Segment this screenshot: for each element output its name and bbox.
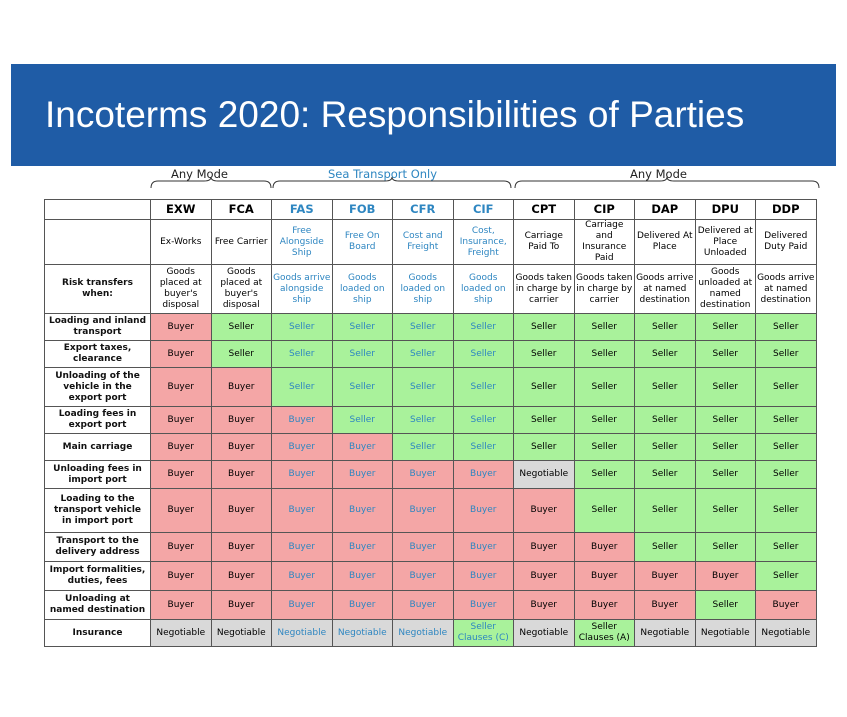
responsibility-cell: Buyer — [211, 461, 272, 489]
responsibility-cell: Buyer — [574, 562, 635, 591]
column-code: CIF — [453, 200, 514, 220]
responsibility-cell: Buyer — [211, 591, 272, 620]
responsibility-cell: Seller — [453, 314, 514, 341]
responsibility-cell: Negotiable — [635, 620, 696, 647]
title-banner — [11, 64, 836, 166]
responsibility-cell: Buyer — [151, 368, 212, 407]
slide-title: Incoterms 2020: Responsibilities of Parties — [45, 94, 745, 135]
risk-cell: Goods unloaded at named destination — [695, 265, 756, 314]
table-row — [45, 489, 817, 533]
responsibility-cell: Seller — [332, 314, 393, 341]
responsibility-cell: Buyer — [453, 461, 514, 489]
responsibility-cell: Seller — [393, 314, 454, 341]
responsibility-cell: Buyer — [514, 533, 575, 562]
responsibility-cell: Seller — [695, 341, 756, 368]
row-label: Main carriage — [45, 434, 151, 461]
responsibility-cell: Negotiable — [695, 620, 756, 647]
responsibility-cell: Seller — [635, 533, 696, 562]
responsibility-cell: Buyer — [151, 314, 212, 341]
responsibility-cell: Buyer — [211, 368, 272, 407]
responsibility-cell: Buyer — [453, 533, 514, 562]
column-name: Delivered at Place Unloaded — [695, 220, 756, 265]
table-row — [45, 562, 817, 591]
column-code: FOB — [332, 200, 393, 220]
responsibility-cell: Buyer — [332, 461, 393, 489]
column-code: DDP — [756, 200, 817, 220]
responsibility-cell: Buyer — [695, 562, 756, 591]
responsibility-cell: Seller — [453, 434, 514, 461]
row-label: Insurance — [45, 620, 151, 647]
responsibility-cell: Seller — [695, 461, 756, 489]
responsibility-cell: Seller — [756, 562, 817, 591]
column-code: CIP — [574, 200, 635, 220]
responsibility-cell: Seller — [756, 314, 817, 341]
column-name: Delivered Duty Paid — [756, 220, 817, 265]
responsibility-cell: Negotiable — [514, 620, 575, 647]
risk-cell: Goods placed at buyer's disposal — [151, 265, 212, 314]
responsibility-cell: Seller — [332, 341, 393, 368]
responsibility-cell: Seller — [453, 407, 514, 434]
responsibility-cell: Buyer — [332, 533, 393, 562]
responsibility-cell: Seller — [574, 461, 635, 489]
responsibility-cell: Negotiable — [151, 620, 212, 647]
responsibility-cell: Seller — [756, 461, 817, 489]
responsibility-cell: Seller — [635, 434, 696, 461]
column-name: Ex-Works — [151, 220, 212, 265]
column-name: Free Carrier — [211, 220, 272, 265]
column-name: Carriage Paid To — [514, 220, 575, 265]
responsibility-cell: Seller — [695, 407, 756, 434]
row-label: Loading fees in export port — [45, 407, 151, 434]
responsibility-cell: Buyer — [393, 461, 454, 489]
header-row-codes — [45, 200, 817, 220]
responsibility-cell: Buyer — [272, 461, 333, 489]
column-code: EXW — [151, 200, 212, 220]
responsibility-cell: Seller — [635, 368, 696, 407]
group-label-sea-transport: Sea Transport Only — [328, 167, 438, 181]
responsibility-cell: Seller Clauses (A) — [574, 620, 635, 647]
responsibility-cell: Seller — [393, 434, 454, 461]
responsibility-cell: Seller — [514, 434, 575, 461]
risk-cell: Goods taken in charge by carrier — [514, 265, 575, 314]
header-corner — [45, 220, 151, 265]
risk-cell: Goods arrive at named destination — [756, 265, 817, 314]
responsibility-cell: Negotiable — [514, 461, 575, 489]
row-label: Export taxes, clearance — [45, 341, 151, 368]
column-code: DPU — [695, 200, 756, 220]
responsibility-cell: Seller — [695, 368, 756, 407]
responsibility-cell: Buyer — [393, 562, 454, 591]
row-label: Import formalities, duties, fees — [45, 562, 151, 591]
column-name: Delivered At Place — [635, 220, 696, 265]
responsibility-cell: Seller — [574, 341, 635, 368]
risk-cell: Goods arrive at named destination — [635, 265, 696, 314]
responsibility-cell: Seller — [574, 489, 635, 533]
column-name: Carriage and Insurance Paid — [574, 220, 635, 265]
column-code: DAP — [635, 200, 696, 220]
column-name: Cost and Freight — [393, 220, 454, 265]
column-code: FAS — [272, 200, 333, 220]
table-row — [45, 461, 817, 489]
responsibility-cell: Seller — [695, 533, 756, 562]
responsibility-cell: Buyer — [393, 489, 454, 533]
responsibility-cell: Seller — [635, 489, 696, 533]
responsibility-cell: Seller Clauses (C) — [453, 620, 514, 647]
responsibility-cell: Buyer — [514, 489, 575, 533]
column-name: Free Alongside Ship — [272, 220, 333, 265]
responsibility-cell: Seller — [756, 489, 817, 533]
risk-cell: Goods taken in charge by carrier — [574, 265, 635, 314]
responsibility-cell: Buyer — [574, 591, 635, 620]
responsibility-cell: Buyer — [151, 341, 212, 368]
responsibility-cell: Negotiable — [211, 620, 272, 647]
row-label: Unloading of the vehicle in the export port — [45, 368, 151, 407]
responsibility-cell: Buyer — [211, 562, 272, 591]
column-code: CPT — [514, 200, 575, 220]
responsibility-cell: Seller — [574, 407, 635, 434]
row-label: Transport to the delivery address — [45, 533, 151, 562]
responsibility-cell: Buyer — [332, 562, 393, 591]
responsibility-cell: Seller — [272, 368, 333, 407]
responsibility-cell: Seller — [514, 368, 575, 407]
responsibility-cell: Buyer — [211, 489, 272, 533]
responsibility-cell: Buyer — [211, 533, 272, 562]
responsibility-cell: Seller — [332, 407, 393, 434]
responsibility-cell: Seller — [211, 341, 272, 368]
column-name: Cost, Insurance, Freight — [453, 220, 514, 265]
brace-any-mode-right — [514, 176, 820, 190]
group-label-any-mode-left: Any Mode — [171, 167, 228, 181]
responsibility-cell: Negotiable — [332, 620, 393, 647]
responsibility-cell: Buyer — [514, 591, 575, 620]
responsibility-cell: Seller — [756, 434, 817, 461]
responsibility-cell: Buyer — [332, 434, 393, 461]
responsibility-cell: Buyer — [151, 407, 212, 434]
risk-cell: Goods loaded on ship — [453, 265, 514, 314]
table-row — [45, 591, 817, 620]
risk-cell: Goods placed at buyer's disposal — [211, 265, 272, 314]
responsibility-cell: Seller — [332, 368, 393, 407]
responsibility-cell: Buyer — [332, 591, 393, 620]
header-corner — [45, 200, 151, 220]
responsibility-cell: Seller — [635, 461, 696, 489]
responsibility-cell: Buyer — [211, 434, 272, 461]
responsibility-cell: Seller — [514, 341, 575, 368]
responsibility-cell: Seller — [272, 341, 333, 368]
responsibility-cell: Seller — [635, 341, 696, 368]
responsibility-cell: Seller — [574, 314, 635, 341]
row-label: Unloading at named destination — [45, 591, 151, 620]
table-row — [45, 533, 817, 562]
risk-transfer-row — [45, 265, 817, 314]
responsibility-cell: Seller — [514, 407, 575, 434]
responsibility-cell: Seller — [453, 368, 514, 407]
responsibility-cell: Buyer — [514, 562, 575, 591]
responsibility-cell: Seller — [695, 489, 756, 533]
responsibility-cell: Seller — [211, 314, 272, 341]
responsibility-cell: Seller — [514, 314, 575, 341]
responsibility-cell: Seller — [695, 434, 756, 461]
brace-any-mode-left — [150, 176, 272, 190]
responsibility-cell: Seller — [756, 407, 817, 434]
responsibility-cell: Seller — [574, 368, 635, 407]
responsibility-cell: Seller — [635, 314, 696, 341]
responsibility-cell: Buyer — [756, 591, 817, 620]
risk-cell: Goods arrive alongside ship — [272, 265, 333, 314]
responsibility-cell: Buyer — [151, 533, 212, 562]
responsibility-cell: Buyer — [272, 533, 333, 562]
responsibility-cell: Buyer — [151, 591, 212, 620]
responsibility-cell: Seller — [756, 533, 817, 562]
responsibility-cell: Buyer — [151, 461, 212, 489]
responsibility-cell: Seller — [393, 341, 454, 368]
responsibility-cell: Seller — [635, 407, 696, 434]
table-row — [45, 314, 817, 341]
table-row — [45, 368, 817, 407]
incoterms-table — [44, 199, 817, 647]
risk-cell: Goods loaded on ship — [332, 265, 393, 314]
responsibility-cell: Buyer — [272, 562, 333, 591]
column-name: Free On Board — [332, 220, 393, 265]
responsibility-cell: Buyer — [272, 489, 333, 533]
responsibility-cell: Negotiable — [272, 620, 333, 647]
responsibility-cell: Buyer — [453, 591, 514, 620]
header-row-names — [45, 220, 817, 265]
column-code: FCA — [211, 200, 272, 220]
responsibility-cell: Buyer — [272, 407, 333, 434]
responsibility-cell: Buyer — [151, 489, 212, 533]
responsibility-cell: Buyer — [393, 533, 454, 562]
group-label-any-mode-right: Any Mode — [630, 167, 687, 181]
responsibility-cell: Seller — [272, 314, 333, 341]
responsibility-cell: Seller — [756, 341, 817, 368]
row-label: Unloading fees in import port — [45, 461, 151, 489]
table-row — [45, 407, 817, 434]
responsibility-cell: Buyer — [211, 407, 272, 434]
responsibility-cell: Buyer — [151, 562, 212, 591]
brace-sea-transport — [272, 176, 512, 190]
row-label: Loading and inland transport — [45, 314, 151, 341]
responsibility-cell: Negotiable — [756, 620, 817, 647]
table-row — [45, 341, 817, 368]
responsibility-cell: Buyer — [272, 434, 333, 461]
responsibility-cell: Buyer — [393, 591, 454, 620]
responsibility-cell: Buyer — [151, 434, 212, 461]
responsibility-cell: Buyer — [635, 591, 696, 620]
responsibility-cell: Buyer — [574, 533, 635, 562]
responsibility-cell: Seller — [756, 368, 817, 407]
table-row — [45, 434, 817, 461]
row-label: Risk transfers when: — [45, 265, 151, 314]
table-row — [45, 620, 817, 647]
responsibility-cell: Seller — [695, 591, 756, 620]
responsibility-cell: Seller — [695, 314, 756, 341]
responsibility-cell: Seller — [393, 368, 454, 407]
responsibility-cell: Seller — [574, 434, 635, 461]
row-label: Loading to the transport vehicle in import port — [45, 489, 151, 533]
column-code: CFR — [393, 200, 454, 220]
risk-cell: Goods loaded on ship — [393, 265, 454, 314]
responsibility-cell: Negotiable — [393, 620, 454, 647]
responsibility-cell: Buyer — [635, 562, 696, 591]
responsibility-cell: Seller — [453, 341, 514, 368]
responsibility-cell: Buyer — [272, 591, 333, 620]
responsibility-cell: Buyer — [332, 489, 393, 533]
responsibility-cell: Buyer — [453, 562, 514, 591]
responsibility-cell: Seller — [393, 407, 454, 434]
responsibility-cell: Buyer — [453, 489, 514, 533]
